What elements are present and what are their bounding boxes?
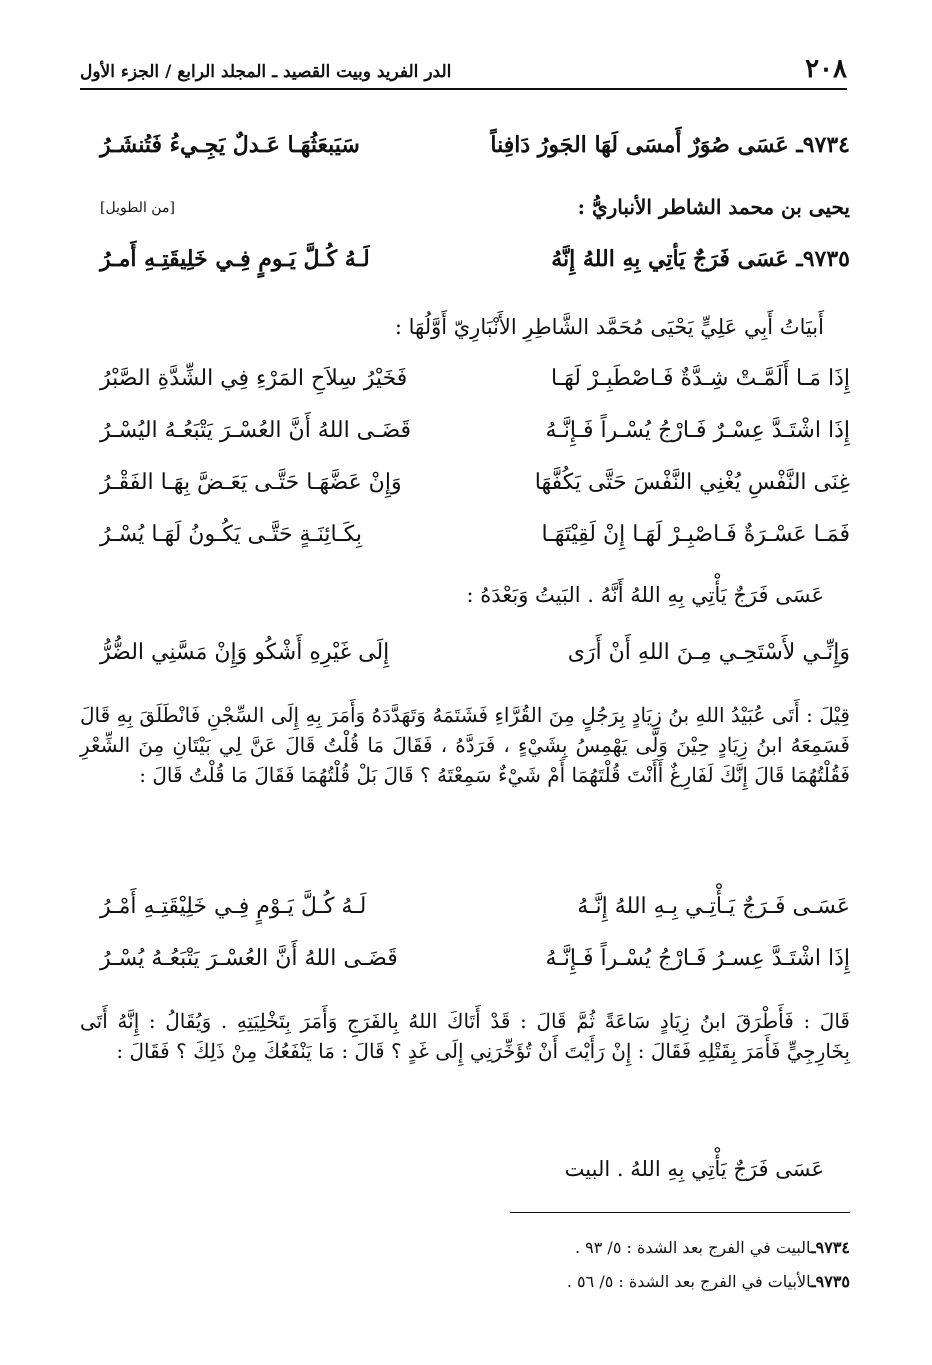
intro-line: أَبيَاتُ أَبِي عَلِيٍّ يَحْيَى مُحَمَّد الشَّاطِرِ الأَنْبَارِيّ أَوَّلُهَا : xyxy=(394,315,824,339)
footnote-text: الأبيات في الفرج بعد الشدة : ٥/ ٥٦ . xyxy=(566,1272,811,1291)
verse-second-hemistich: وَإِنْ عَضَّهَـا حَتَّـى يَعَـضَّ بِهَـا الفَقْـرُ xyxy=(100,470,402,495)
verse-first-hemistich: غِنَى النَّفْسِ يُغْنِي النَّفْسَ حَتَّى يَكُفَّهَا xyxy=(534,470,850,495)
running-title: الدر الفريد وبيت القصيد ـ المجلد الرابع / الجزء الأول xyxy=(80,62,452,82)
intro-line: عَسَى فَرَجٌ يَأْتِي بِهِ اللهُ أَنَّهُ . البَيتُ وَبَعْدَهُ : xyxy=(466,583,824,607)
verse-second-hemistich: بِكَـائِنَـةٍ حَتَّـى يَكُـونُ لَهَـا يُسْـرُ xyxy=(100,522,362,547)
verse-first-hemistich: ٩٧٣٤ـ عَسَى صُوَرٌ أَمسَى لَهَا الجَورُ دَافِناً xyxy=(490,132,850,158)
verse-first-hemistich: فَمَـا عَسْـرَةٌ فَـاصْبِـرْ لَهَـا إِنْ لَقِيْتَهَـا xyxy=(541,522,850,547)
verse-first-hemistich: إِذَا اشْتَـدَّ عِسْـرٌ فَـارْجُ يُسْـراً فَـإِنَّـهُ xyxy=(545,418,850,443)
meter-label: [من الطويل] xyxy=(100,200,175,216)
verse-number: ٩٧٣٥ـ xyxy=(796,246,850,272)
prose-paragraph: قَالَ : فَأَطْرَقَ ابنُ زِيَادٍ سَاعَةً ثُمَّ قَالَ : قَدْ أَتَاكَ اللهُ بِالفَرَجِ وَأَمَرَ بِتَخْلِيَتِهِ . وَيُقَالُ : إِنَّهُ أَتَى بِخَارِجِيٍّ فَأَمَرَ بِقَتْلِهِ فَقَالَ : إِنْ رَأَيْتَ أَنْ تُؤَخِّرَنِي إِلَى غَدٍ ؟ قَالَ : مَا يَنْفَعُكَ مِنْ ذَلِكَ ؟ فَقَالَ : xyxy=(80,1009,850,1063)
verse-second-hemistich: إِلَى غَيْرِهِ أَشْكُو وَإِنْ مَسَّنِي الضُّرُّ xyxy=(100,640,390,665)
poem-verse xyxy=(100,416,850,446)
prose-paragraph: قِيْلَ : أَتَى عُبَيْدُ اللهِ بنُ زِيَادٍ بِرَجُلٍ مِنَ القُرَّاءِ فَشَتَمَهُ وَتَهَدَّدَهُ وَأَمَرَ بِهِ إِلَى السِّجْنِ فَانْطَلَقَ بِهِ قَالَ فَسَمِعَهُ ابنُ زِيَادٍ حِيْنَ وَلَّى يَهْمِسُ بِشَيْءٍ ، فَرَدَّهُ ، فَقَالَ مَا قُلْتُ قَالَ عَنَّ لِي بَيْتَانِ مِنَ الشِّعْرِ فَقُلْتُهُمَا قَالَ إِنَّكَ لَفَارِغٌ أَأَنْتَ قُلْتَهُمَا أَمْ شَيْءٌ سَمِعْتَهُ ؟ قَالَ بَلْ قُلْتُهُمَا فَقَالَ مَا قُلْتُ قَالَ : xyxy=(80,703,850,787)
verse-second-hemistich: قَضَـى اللهُ أَنَّ العُسْـرَ يَتْبَعُـهُ يُسْـرُ xyxy=(100,946,398,971)
poet-name: يحيى بن محمد الشاطر الأنباريُّ : xyxy=(577,195,850,219)
verse-second-hemistich: فَخَيْرُ سِلاَحِ المَرْءِ فِي الشِّدَّةِ الصَّبْرُ xyxy=(100,366,408,391)
verse-second-hemistich: لَـهُ كُـلَّ يَـومٍ فِـي خَلِيقَتِـهِ أَمـرُ xyxy=(100,246,370,272)
verse-second-hemistich: سَيَبعَثُهَـا عَـدلٌ يَجِـيءُ فَتُنشَـرُ xyxy=(100,132,360,158)
verse-second-hemistich: لَـهُ كُـلَّ يَـوْمٍ فِـي خَلِيْقَتِـهِ أَمْـرُ xyxy=(100,894,367,919)
poem-verse xyxy=(100,520,850,550)
footnote xyxy=(567,1270,850,1294)
verse-first-hemistich: إِذَا مَـا أَلَمَّـتْ شِـدَّةٌ فَـاصْطَبِـرْ لَهَـا xyxy=(550,366,850,391)
poem-verse xyxy=(100,944,850,974)
poem-verse xyxy=(100,364,850,394)
footnote-number: ٩٧٣٥ـ xyxy=(810,1272,850,1291)
page-number: ٢٠٨ xyxy=(805,54,847,84)
footnote-number: ٩٧٣٤ـ xyxy=(810,1238,850,1257)
verse-first-hemistich: ٩٧٣٥ـ عَسَى فَرَجٌ يَأتِي بِهِ اللهُ إِنَّهُ xyxy=(551,246,850,272)
verse-9734 xyxy=(100,130,850,160)
verse-second-hemistich: قَضَـى اللهُ أَنَّ العُسْـرَ يَتْبَعُـهُ اليُسْـرُ xyxy=(100,418,412,443)
page-header xyxy=(80,52,847,90)
poem-verse xyxy=(100,468,850,498)
verse-first-hemistich: عَسَـى فَـرَجٌ يَـأْتِـي بِـهِ اللهُ إِنَّـهُ xyxy=(577,894,850,919)
verse-number: ٩٧٣٤ـ xyxy=(796,132,850,158)
verse-first-hemistich: إِذَا اشْتَـدَّ عِسـرُ فَـارْجُ يُسْـراً فَـإِنَّـهُ xyxy=(545,946,850,971)
poem-verse xyxy=(100,638,850,668)
verse-first-hemistich: وَإِنِّـي لأَسْتَحِـي مِـنَ اللهِ أَنْ أَرَى xyxy=(567,640,850,665)
footnote xyxy=(575,1236,850,1260)
verse-9735 xyxy=(100,244,850,274)
poem-verse xyxy=(100,892,850,922)
footnote-text: البيت في الفرج بعد الشدة : ٥/ ٩٣ . xyxy=(574,1238,811,1257)
footnote-rule xyxy=(510,1212,850,1213)
closing-line: عَسَى فَرَجٌ يَأْتِي بِهِ اللهُ . البيت xyxy=(564,1157,824,1181)
